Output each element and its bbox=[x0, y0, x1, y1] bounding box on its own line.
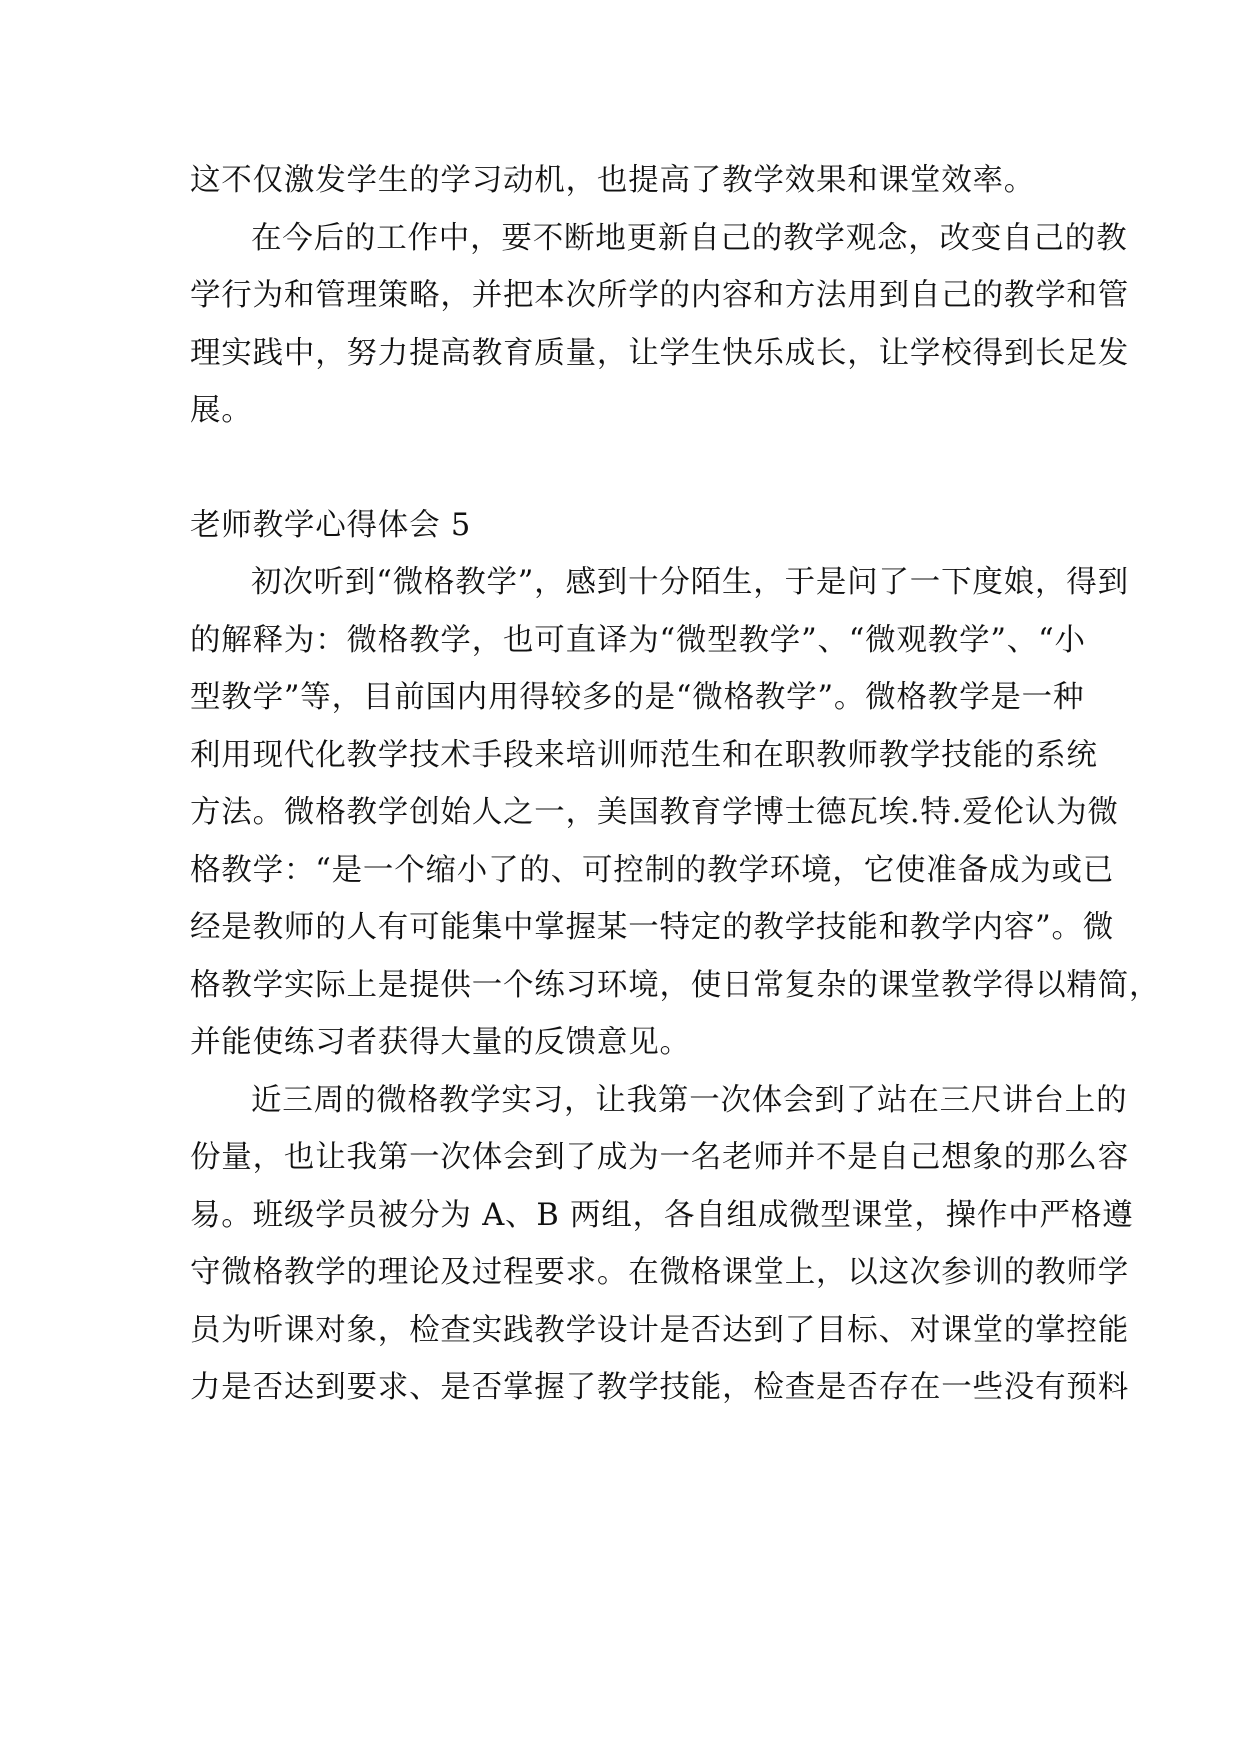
paragraph-internship-experience bbox=[190, 1072, 1134, 1417]
text-line: 格教学：“是一个缩小了的、可控制的教学环境，它使准备成为或已 bbox=[190, 852, 1115, 888]
text-line: 方法。微格教学创始人之一，美国教育学博士德瓦埃.特.爱伦认为微 bbox=[190, 795, 1119, 830]
text-line: 近三周的微格教学实习，让我第一次体会到了站在三尺讲台上的 bbox=[251, 1082, 1128, 1118]
text-line: 经是教师的人有可能集中掌握某一特定的教学技能和教学内容”。微 bbox=[190, 910, 1115, 945]
text-line: 员为听课对象，检查实践教学设计是否达到了目标、对课堂的掌控能 bbox=[190, 1312, 1129, 1348]
text-line: 在今后的工作中，要不断地更新自己的教学观念，改变自己的教 bbox=[251, 220, 1128, 256]
text-line: 理实践中，努力提高教育质量，让学生快乐成长，让学校得到长足发 bbox=[190, 335, 1129, 371]
text-line: 并能使练习者获得大量的反馈意见。 bbox=[190, 1025, 691, 1060]
document-body bbox=[190, 152, 1161, 1417]
text-line: 力是否达到要求、是否掌握了教学技能，检查是否存在一些没有预料 bbox=[190, 1370, 1129, 1405]
text-line: 型教学”等，目前国内用得较多的是“微格教学”。微格教学是一种 bbox=[190, 680, 1085, 715]
text-line: 展。 bbox=[190, 393, 253, 428]
text-line: 守微格教学的理论及过程要求。在微格课堂上，以这次参训的教师学 bbox=[190, 1255, 1129, 1290]
text-line: 格教学实际上是提供一个练习环境，使日常复杂的课堂教学得以精简， bbox=[190, 967, 1161, 1003]
text-line: 初次听到“微格教学”，感到十分陌生，于是问了一下度娘，得到 bbox=[251, 565, 1129, 600]
section-title: 老师教学心得体会 5 bbox=[190, 507, 472, 543]
text-line: 这不仅激发学生的学习动机，也提高了教学效果和课堂效率。 bbox=[190, 163, 1036, 198]
text-line: 易。班级学员被分为 A、B 两组，各自组成微型课堂，操作中严格遵 bbox=[190, 1197, 1134, 1233]
text-line: 的解释为：微格教学，也可直译为“微型教学”、“微观教学”、“小 bbox=[190, 622, 1086, 658]
paragraph-microteaching-definition bbox=[190, 554, 1161, 1072]
paragraph-conclusion bbox=[190, 210, 1129, 440]
paragraph-continuation bbox=[190, 152, 1060, 210]
text-line: 学行为和管理策略，并把本次所学的内容和方法用到自己的教学和管 bbox=[190, 278, 1129, 313]
text-line: 份量，也让我第一次体会到了成为一名老师并不是自己想象的那么容 bbox=[190, 1140, 1129, 1175]
text-line: 利用现代化教学技术手段来培训师范生和在职教师教学技能的系统 bbox=[190, 737, 1098, 773]
